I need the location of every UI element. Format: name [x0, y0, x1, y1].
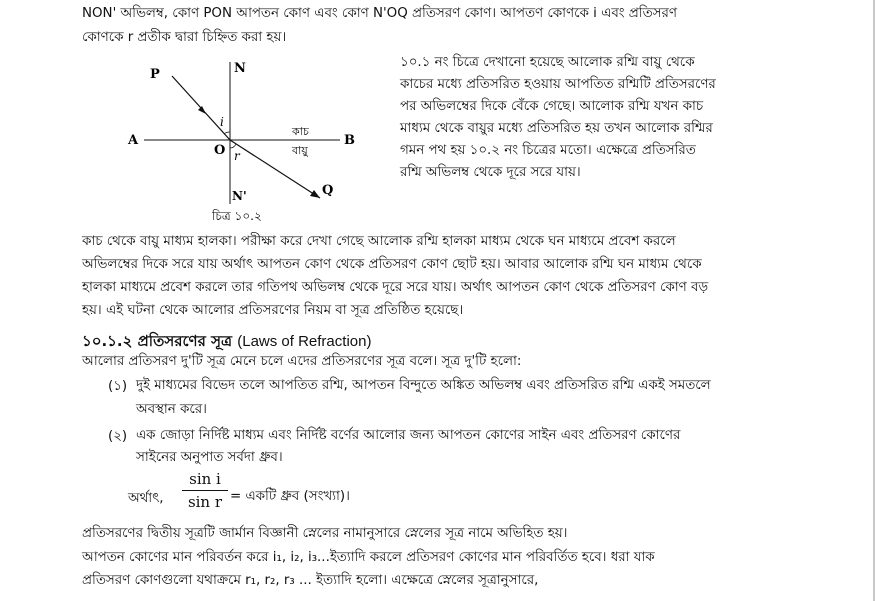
formula-fraction	[182, 470, 228, 511]
law-line: এক জোড়া নির্দিষ্ট মাধ্যম এবং নির্দিষ্ট বর্ণের আলোর জন্য আপতন কোণের সাইন এবং প্রতিসরণ কোণের	[136, 428, 681, 443]
law-line: অবস্থান করে।	[136, 402, 207, 417]
formula-numerator: sin i	[189, 470, 221, 488]
paragraph-line: অভিলম্বের দিকে সরে যায় অর্থাৎ আপতন কোণ থেকে প্রতিসরণ কোণ ছোট হয়। আবার আলোক রশ্মি ঘন মাধ্যম থেকে	[82, 257, 702, 272]
label-Q: Q	[322, 183, 334, 198]
side-line: রশ্মি অভিলম্ব থেকে দূরে সরে যায়।	[400, 165, 581, 180]
law-number: (১)	[108, 379, 128, 394]
paragraph-line: আপতন কোণের মান পরিবর্তন করে i₁, i₂, i₃...ইত্যাদি করলে প্রতিসরণ কোণের মান পরিবর্তিত হবে। ধরা যাক	[82, 550, 655, 565]
refraction-diagram	[120, 54, 380, 234]
fraction-bar	[182, 490, 228, 491]
angle-r-arc	[230, 144, 236, 148]
label-B: B	[344, 133, 355, 148]
angle-i-arc	[224, 132, 230, 134]
medium-glass-label: কাচ	[292, 125, 309, 138]
paragraph-line: হালকা মাধ্যমে প্রবেশ করলে তার গতিপথ অভিলম্ব থেকে দূরে সরে যায়। অর্থাৎ আপতন কোণ থেকে প্রতিসরণ কোণ বড়	[82, 280, 709, 295]
label-N-prime: N'	[232, 189, 247, 203]
side-line: মাধ্যম থেকে বায়ুর মধ্যে প্রতিসরিত হয় তখন আলোক রশ্মির	[400, 121, 713, 136]
formula-rhs: = একটি ধ্রুব (সংখ্যা)।	[230, 489, 350, 504]
paragraph-line: প্রতিসরণের দ্বিতীয় সূত্রটি জার্মান বিজ্ঞানী স্নেলের নামানুসারে স্নেলের সূত্র নামে অভিহিত হয়।	[82, 526, 568, 541]
label-i: i	[220, 115, 224, 129]
formula-prefix: অর্থাৎ,	[128, 491, 164, 506]
law-line: দুই মাধ্যমের বিভেদ তলে আপতিত রশ্মি, আপতন বিন্দুতে অঙ্কিত অভিলম্ব এবং প্রতিসরিত রশ্মি একই সমতলে	[136, 378, 711, 393]
medium-air-label: বায়ু	[292, 144, 308, 157]
law-line: সাইনের অনুপাত সর্বদা ধ্রুব।	[136, 450, 283, 465]
section-title: ১০.১.২ প্রতিসরণের সূত্র	[82, 332, 232, 350]
laws-intro: আলোর প্রতিসরণ দু'টি সূত্র মেনে চলে এদের প্রতিসরণের সূত্র বলে। সূত্র দু'টি হলো:	[82, 354, 522, 369]
label-r: r	[234, 149, 240, 163]
page-edge	[873, 0, 875, 601]
label-A: A	[128, 133, 139, 148]
paragraph-line: হয়। এই ঘটনা থেকে আলোর প্রতিসরণের নিয়ম বা সূত্র প্রতিষ্ঠিত হয়েছে।	[82, 303, 464, 318]
paragraph-line: প্রতিসরণ কোণগুলো যথাক্রমে r₁, r₂, r₃ ... ইত্যাদি হলো। এক্ষেত্রে স্নেলের সূত্রানুসারে,	[82, 573, 539, 588]
law-number: (২)	[108, 429, 128, 444]
refracted-arrowhead	[310, 190, 320, 198]
formula-denominator: sin r	[187, 493, 223, 511]
side-line: ১০.১ নং চিত্রে দেখানো হয়েছে আলোক রশ্মি বায়ু থেকে	[400, 55, 695, 70]
label-O: O	[214, 143, 226, 158]
paragraph-line: কাচ থেকে বায়ু মাধ্যম হালকা। পরীক্ষা করে দেখা গেছে আলোক রশ্মি হালকা মাধ্যম থেকে ঘন মাধ্যমে প্রবেশ করলে	[82, 234, 676, 249]
figure-caption: চিত্র ১০.২	[212, 209, 262, 223]
intro-line-1: NON' অভিলম্ব, কোণ PON আপতন কোণ এবং কোণ N'OQ প্রতিসরণ কোণ। আপতণ কোণকে i এবং প্রতিসরণ	[82, 6, 677, 21]
label-P: P	[150, 67, 160, 82]
side-line: পর অভিলম্বের দিকে বেঁকে গেছে। আলোক রশ্মি যখন কাচ	[400, 99, 704, 114]
incident-arrowhead	[198, 106, 206, 114]
side-line: কাচের মধ্যে প্রতিসরিত হওয়ায় আপতিত রশ্মিটি প্রতিসরণের	[400, 77, 716, 92]
section-title-english: (Laws of Refraction)	[237, 333, 372, 350]
label-N: N	[234, 61, 246, 76]
side-line: গমন পথ হয় ১০.২ নং চিত্রের মতো। এক্ষেত্রে প্রতিসরিত	[400, 143, 696, 158]
intro-line-2: কোণকে r প্রতীক দ্বারা চিহ্নিত করা হয়।	[82, 30, 287, 45]
